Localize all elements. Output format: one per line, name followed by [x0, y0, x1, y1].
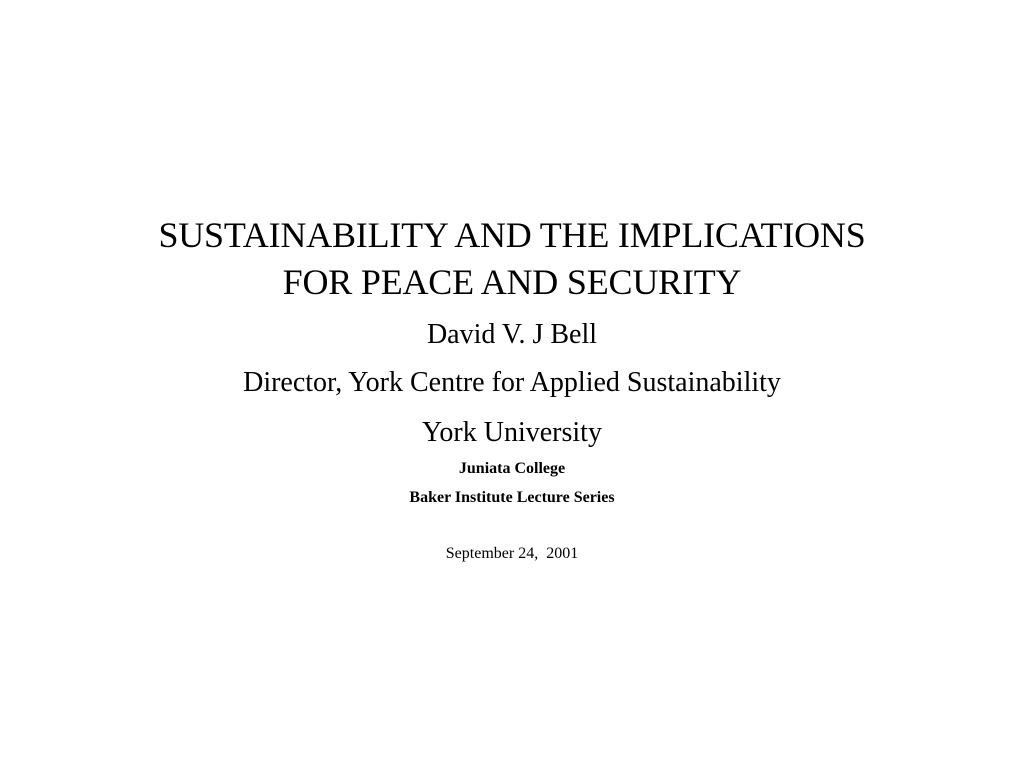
- college-name: Juniata College: [458, 460, 566, 477]
- lecture-series: Baker Institute Lecture Series: [409, 489, 615, 506]
- author-role: Director, York Centre for Applied Sustainability: [243, 367, 781, 398]
- slide-title-line-1: SUSTAINABILITY AND THE IMPLICATIONS: [158, 215, 866, 255]
- slide-title-line-2: FOR PEACE AND SECURITY: [282, 262, 742, 302]
- presentation-date: September 24, 2001: [445, 545, 579, 562]
- author-name: David V. J Bell: [426, 319, 598, 350]
- university-name: York University: [422, 417, 602, 448]
